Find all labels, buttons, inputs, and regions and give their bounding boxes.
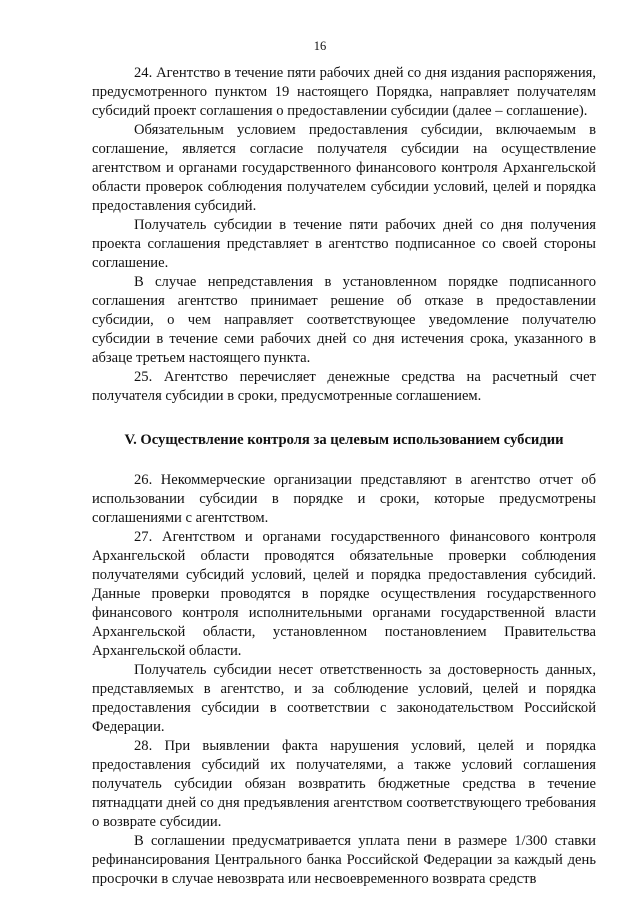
paragraph-26: 26. Некоммерческие организации представляют в агентство отчет об использовании субсидии в порядке и сроки, которые предусмотрены соглашениями с агентством.: [92, 472, 596, 526]
paragraph-27: 27. Агентством и органами государственного финансового контроля Архангельской области проводятся обязательные проверки соблюдения получателями субсидий условий, целей и порядка предоставления субсидий. Данные проверки проводятся в порядке осуществления государственного финансового контроля исполнительными органами государственной власти Архангельской области, установленном постановлением Правительства Архангельской области.: [92, 529, 596, 659]
paragraph-28: 28. При выявлении факта нарушения условий, целей и порядка предоставления субсидий их получателями, а также условий соглашения получатель субсидии обязан возвратить бюджетные средства в течение пятнадцати дней со дня предъявления агентством соответствующего требования о возврате субсидии.: [92, 738, 596, 830]
paragraph-mandatory-condition: Обязательным условием предоставления субсидии, включаемым в соглашение, является согласие получателя субсидии на осуществление агентством и органами государственного финансового контроля Архангельской области проверок соблюдения получателем субсидии условий, целей и порядка предоставления субсидий.: [92, 122, 596, 214]
paragraph-24: 24. Агентство в течение пяти рабочих дней со дня издания распоряжения, предусмотренного пунктом 19 настоящего Порядка, направляет получателям субсидий проект соглашения о предоставлении субсидии (далее – соглашение).: [92, 65, 596, 119]
section-heading: V. Осуществление контроля за целевым использованием субсидии: [124, 432, 564, 448]
document-body: [92, 64, 596, 889]
paragraph-penalty: В соглашении предусматривается уплата пени в размере 1/300 ставки рефинансирования Центрального банка Российской Федерации за каждый день просрочки в случае невозврата или несвоевременного возврата средств: [92, 833, 596, 887]
paragraph-responsibility: Получатель субсидии несет ответственность за достоверность данных, представляемых в агентство, и за соблюдение условий, целей и порядка предоставления субсидии в соответствии с законодательством Российской Федерации.: [92, 662, 596, 735]
paragraph-signed-agreement: Получатель субсидии в течение пяти рабочих дней со дня получения проекта соглашения представляет в агентство подписанное со своей стороны соглашение.: [92, 217, 596, 271]
page-number: 16: [313, 39, 327, 53]
paragraph-refusal: В случае непредставления в установленном порядке подписанного соглашения агентство принимает решение об отказе в предоставлении субсидии, о чем направляет соответствующее уведомление получателю субсидии в течение семи рабочих дней со дня истечения срока, указанного в абзаце третьем настоящего пункта.: [92, 274, 596, 366]
paragraph-25: 25. Агентство перечисляет денежные средства на расчетный счет получателя субсидии в сроки, предусмотренные соглашением.: [92, 369, 596, 404]
